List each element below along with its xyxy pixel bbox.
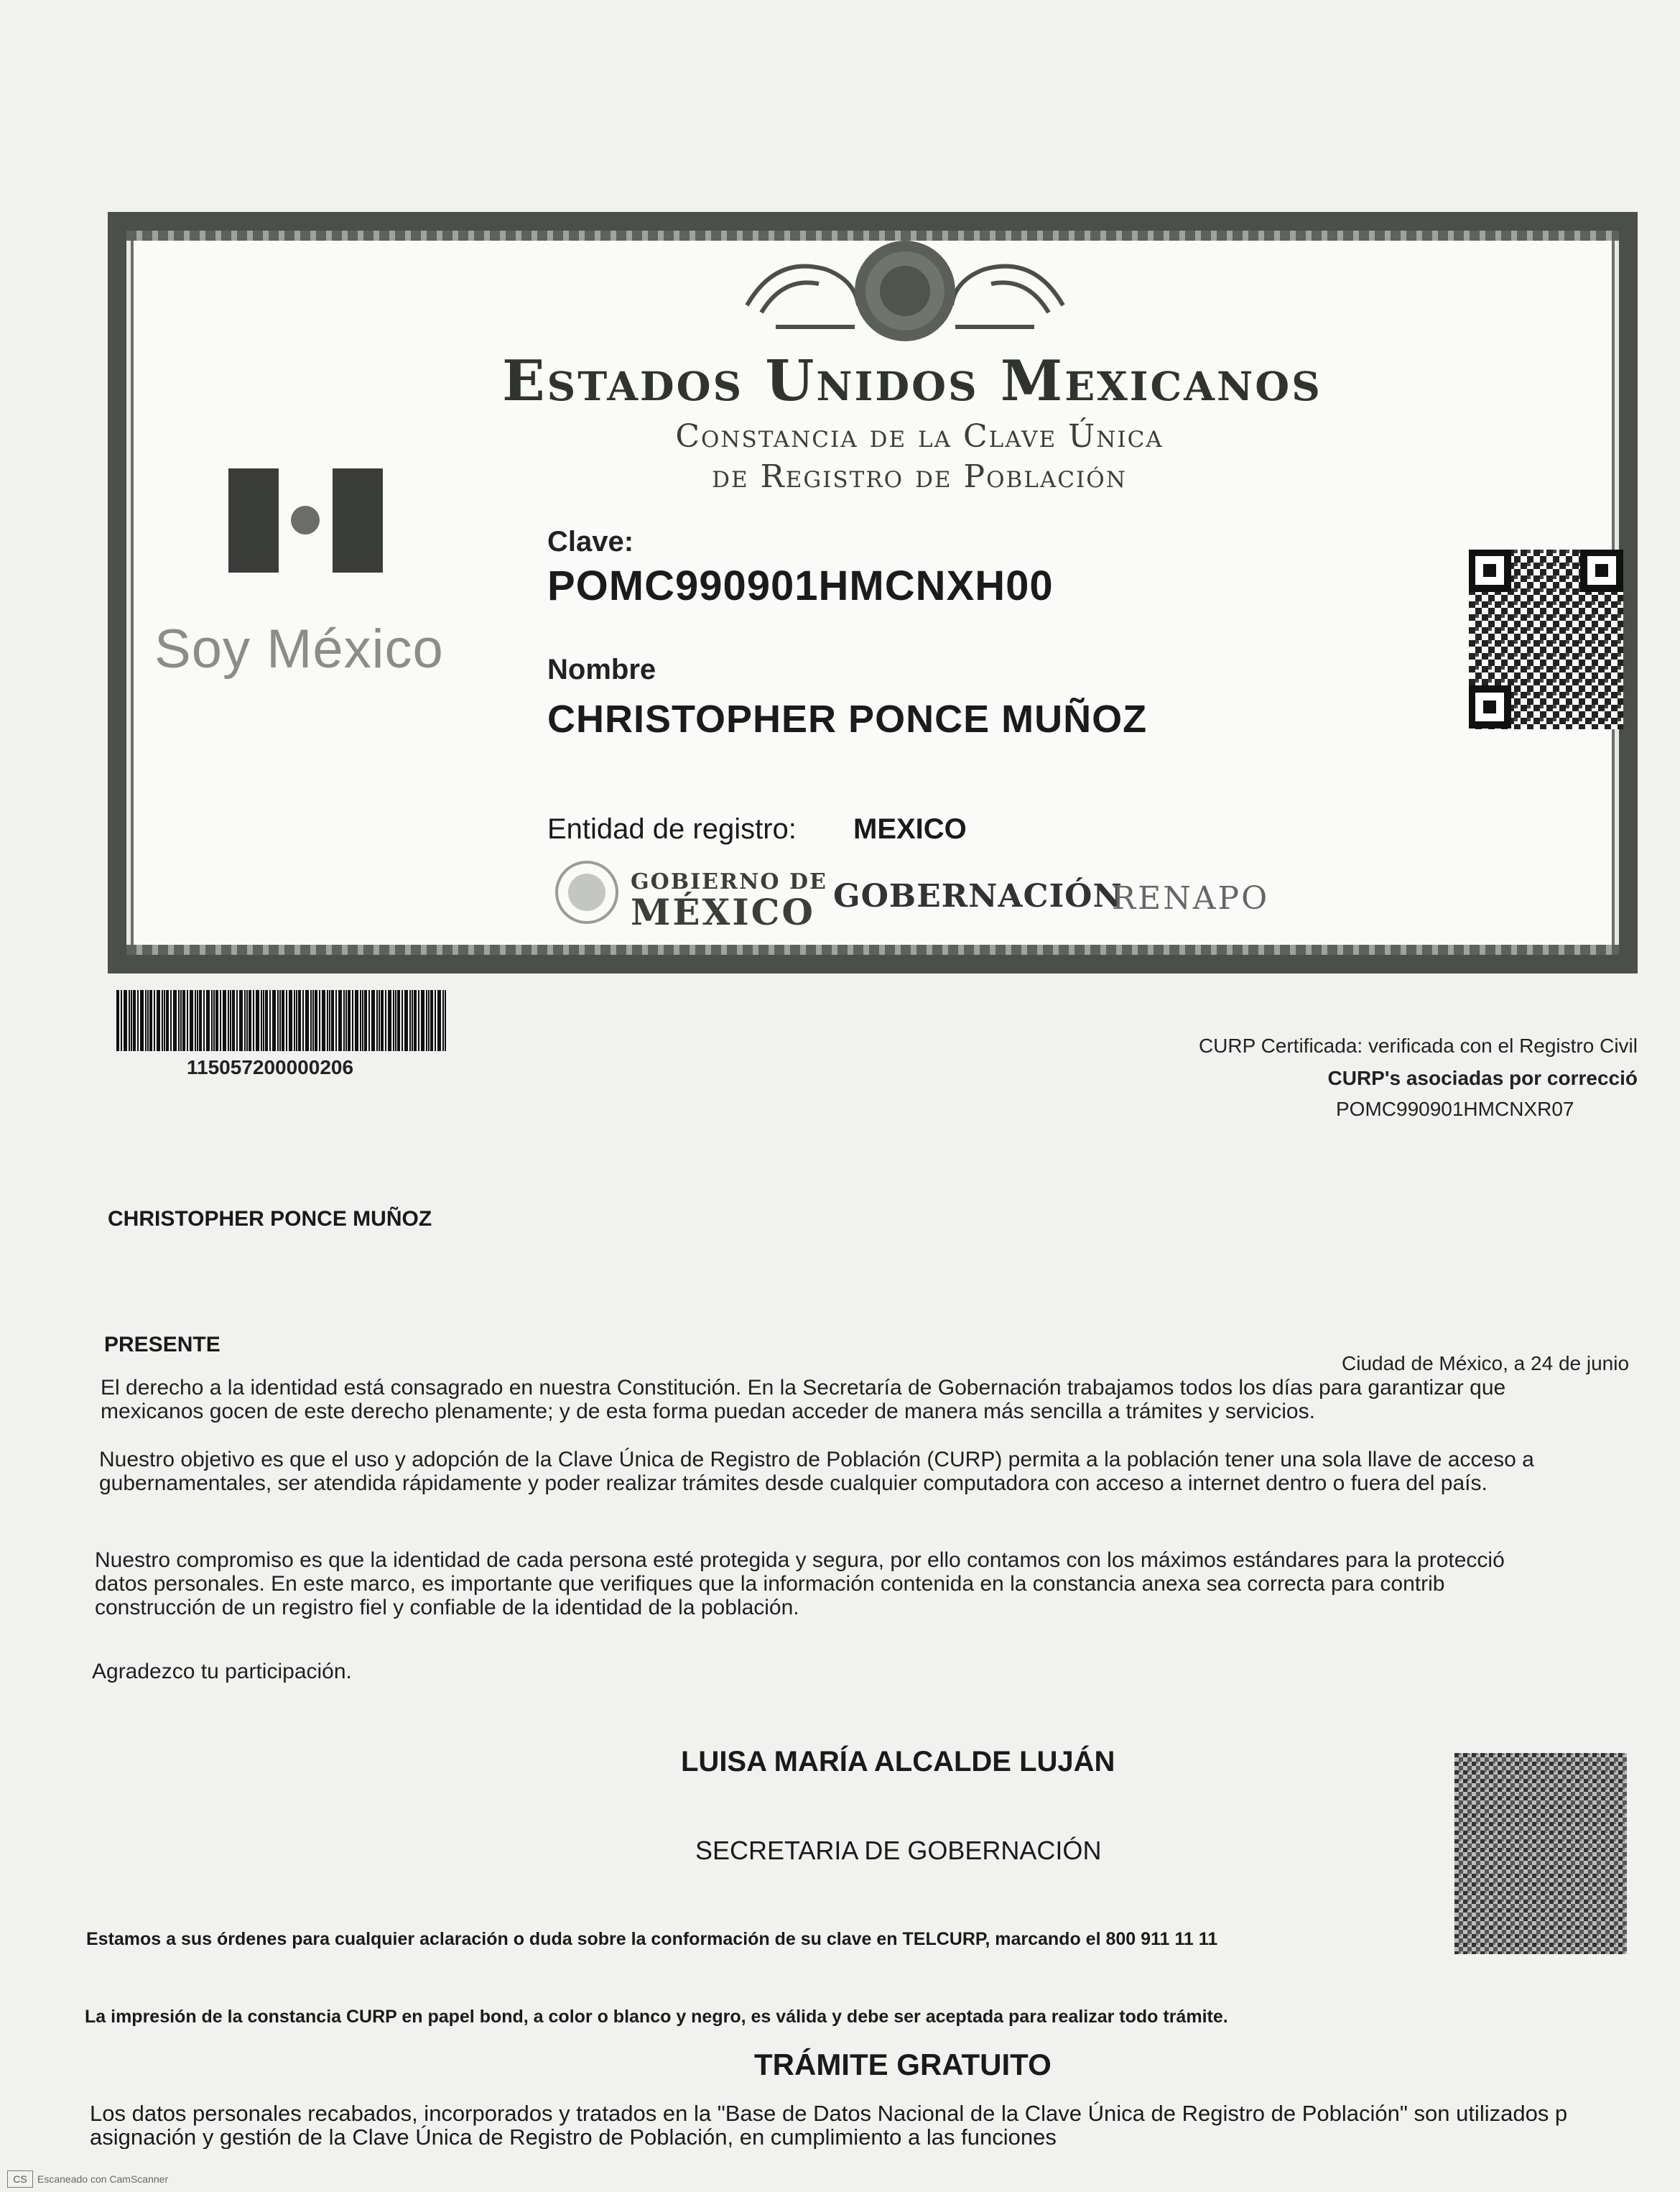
letter-paragraph-1 — [101, 1376, 1638, 1423]
letter-paragraph-2 — [99, 1448, 1638, 1495]
renapo-logo: RENAPO — [1112, 880, 1270, 917]
paragraph-3-line-1: Nuestro compromiso es que la identidad de cada persona esté protegida y segura, por ello contamos con los máximos estándares para la protecció — [95, 1548, 1505, 1572]
barcode-icon — [116, 990, 447, 1051]
gobierno-de-mexico-logo — [631, 869, 827, 933]
signer-name: LUISA MARÍA ALCALDE LUJÁN — [681, 1746, 1115, 1777]
paragraph-2-line-2: gubernamentales, ser atendida rápidamente y poder realizar trámites desde cualquier computadora con acceso a internet dentro o fuera del país. — [99, 1471, 1488, 1495]
camscanner-badge: CS — [7, 2170, 33, 2188]
nombre-value: CHRISTOPHER PONCE MUÑOZ — [547, 698, 1148, 741]
document-subtitle — [517, 417, 1322, 497]
document-title: Estados Unidos Mexicanos — [502, 348, 1322, 414]
privacy-line-2: asignación y gestión de la Clave Única de Registro de Población, en cumplimiento a las funciones — [90, 2124, 1057, 2149]
telcurp-notice: Estamos a sus órdenes para cualquier aclaración o duda sobre la conformación de su clave en TELCURP, marcando el 800 911 11 11 — [86, 1929, 1218, 1949]
associated-curp-value: POMC990901HMCNXR07 — [1336, 1098, 1574, 1120]
letter-date: Ciudad de México, a 24 de junio — [1342, 1352, 1630, 1374]
paragraph-1-line-1: El derecho a la identidad está consagrado en nuestra Constitución. En la Secretaría de Gobernación trabajamos todos los días para garantizar que — [101, 1376, 1506, 1400]
curp-certified-line: CURP Certificada: verificada con el Registro Civil — [1198, 1035, 1638, 1057]
entidad-label: Entidad de registro: — [547, 813, 797, 845]
flag-logo-icon — [228, 468, 383, 573]
bond-paper-notice: La impresión de la constancia CURP en papel bond, a color o blanco y negro, es válida y debe ser aceptada para realizar todo trámite. — [85, 2007, 1228, 2027]
soy-mexico-brand: Soy México — [154, 619, 444, 680]
national-crest-icon — [733, 226, 1077, 348]
gobernacion-logo: GOBERNACIÓN — [833, 878, 1123, 915]
paragraph-3-line-2: datos personales. En este marco, es importante que verifiques que la información contenida en la constancia anexa sea correcta para contrib — [95, 1572, 1445, 1596]
privacy-line-1: Los datos personales recabados, incorporados y tratados en la "Base de Datos Nacional de la Clave Única de Registro de Población" son utilizados p — [90, 2101, 1568, 2126]
subtitle-line-1: Constancia de la Clave Única — [675, 418, 1164, 455]
letter-paragraph-3 — [95, 1548, 1638, 1619]
paragraph-2-line-1: Nuestro objetivo es que el uso y adopción de la Clave Única de Registro de Población (CURP) permita a la población tener una sola llave de acceso a — [99, 1448, 1534, 1471]
gob-logo-line-1: GOBIERNO DE — [631, 869, 827, 894]
gob-logo-line-2: MÉXICO — [631, 891, 815, 933]
entidad-value: MEXICO — [853, 813, 967, 845]
subtitle-line-2: de Registro de Población — [712, 458, 1127, 495]
letter-presente: PRESENTE — [104, 1333, 221, 1356]
clave-value: POMC990901HMCNXH00 — [547, 563, 1054, 609]
privacy-notice — [90, 2101, 1638, 2149]
letter-thanks: Agradezco tu participación. — [92, 1660, 352, 1683]
tramite-gratuito: TRÁMITE GRATUITO — [754, 2048, 1052, 2081]
paragraph-3-line-3: construcción de un registro fiel y confiable de la identidad de la población. — [95, 1596, 799, 1619]
nombre-label: Nombre — [547, 654, 656, 685]
clave-label: Clave: — [547, 526, 634, 558]
qr-code-icon — [1469, 550, 1623, 729]
signer-title: SECRETARIA DE GOBERNACIÓN — [695, 1836, 1102, 1865]
digital-seal-qr-icon — [1454, 1753, 1627, 1954]
letter-recipient: CHRISTOPHER PONCE MUÑOZ — [108, 1207, 432, 1231]
camscanner-watermark: Escaneado con CamScanner — [37, 2173, 169, 2185]
paragraph-1-line-2: mexicanos gocen de este derecho plenamente; y de esta forma puedan acceder de manera más sencilla a trámites y servicios. — [101, 1400, 1315, 1423]
barcode-number: 115057200000206 — [187, 1056, 354, 1078]
curp-associated-line: CURP's asociadas por correcció — [1327, 1067, 1638, 1089]
gobierno-seal-icon — [553, 859, 621, 927]
